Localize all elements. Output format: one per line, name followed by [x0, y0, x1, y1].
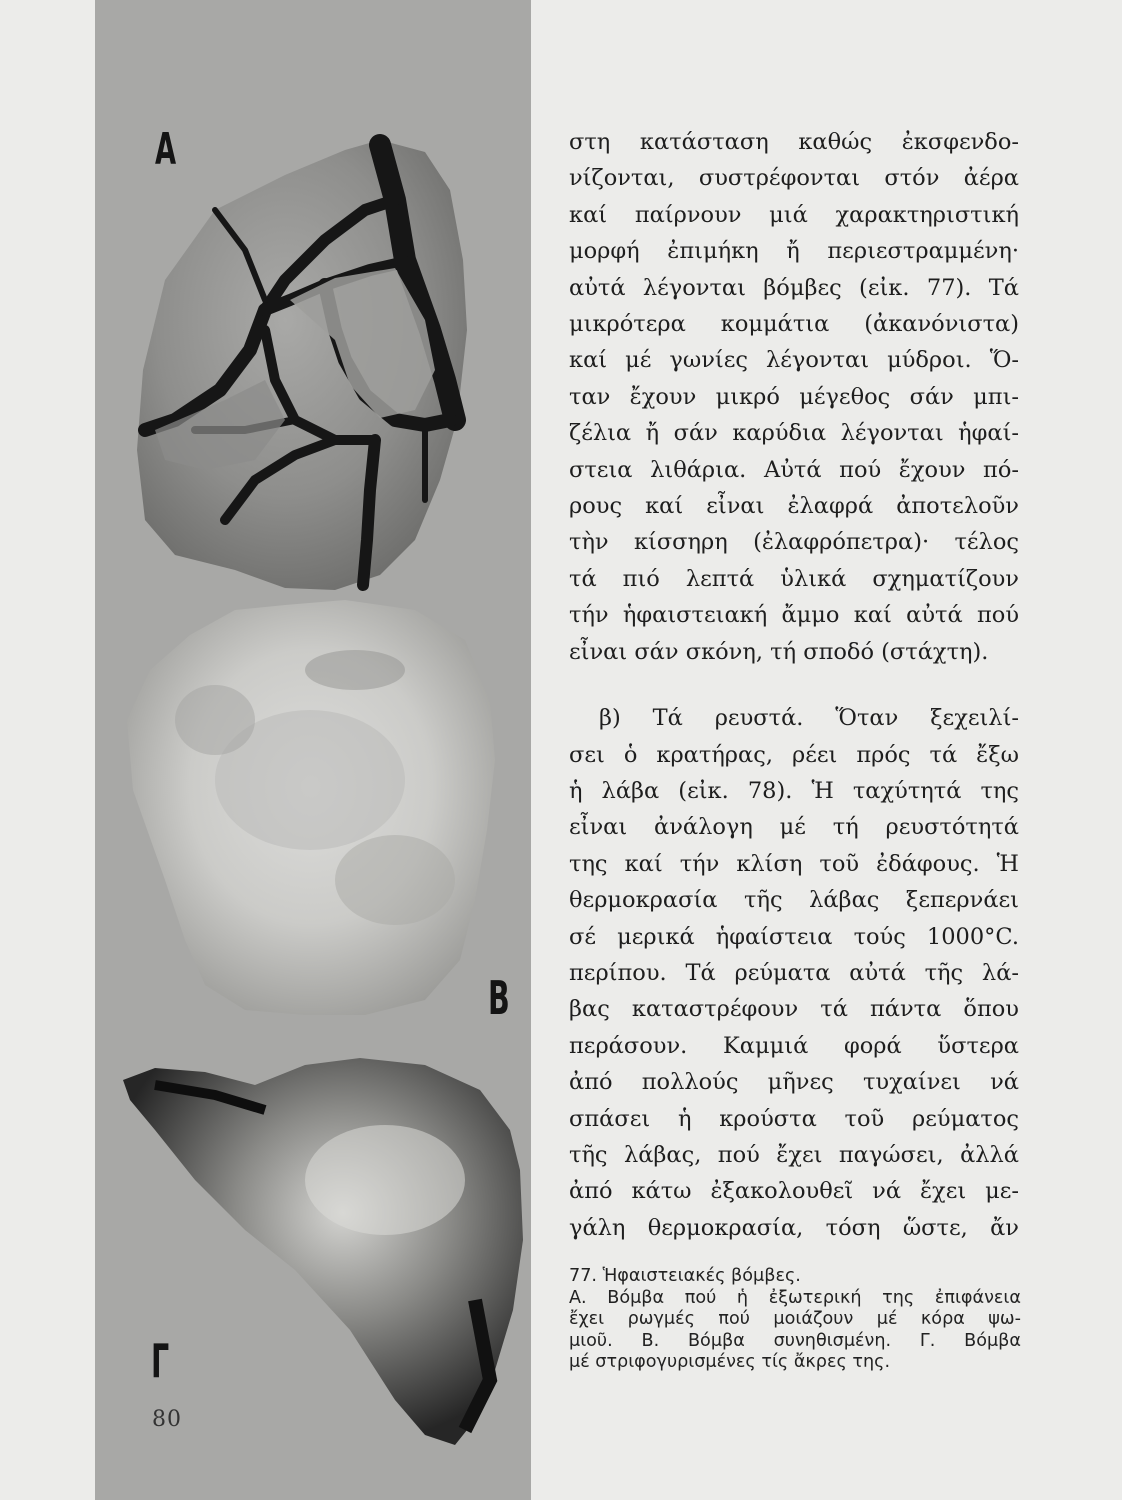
text-line: νίζονται, συστρέφονται στόν ἀέρα	[569, 165, 1019, 192]
text-line: ἡ λάβα (εἰκ. 78). Ἡ ταχύτητά της	[569, 777, 1019, 804]
text-line: περάσουν. Καμμιά φορά ὕστερα	[569, 1032, 1019, 1059]
text-line: της καί τήν κλίση τοῦ ἐδάφους. Ἡ	[569, 850, 1019, 877]
text-line: εἶναι ἀνάλογη μέ τή ρευστότητά	[569, 814, 1019, 841]
bomb-b-image	[127, 600, 495, 1015]
text-line: καί παίρνουν μιά χαρακτηριστική	[569, 201, 1019, 228]
page-number: 80	[152, 1407, 182, 1432]
caption-line: ἔχει ρωγμές πού μοιάζουν μέ κόρα ψω-	[569, 1309, 1021, 1329]
text-line: τῆς λάβας, πού ἔχει παγώσει, ἀλλά	[569, 1141, 1019, 1168]
text-line: θερμοκρασία τῆς λάβας ξεπερνάει	[569, 887, 1019, 914]
bomb-a-image	[137, 140, 467, 590]
text-line: τὴν κίσσηρη (ἐλαφρόπετρα)· τέλος	[569, 529, 1019, 556]
caption-line: Α. Βόμβα πού ἡ ἐξωτερική της ἐπιφάνεια	[569, 1287, 1021, 1308]
text-line: μικρότερα κομμάτια (ἀκανόνιστα)	[569, 311, 1019, 338]
text-line: σέ μερικά ἡφαίστεια τούς 1000°C.	[569, 923, 1019, 950]
text-line: τά πιό λεπτά ὑλικά σχηματίζουν	[569, 565, 1019, 592]
text-line: τήν ἡφαιστειακή ἄμμο καί αὐτά πού	[569, 602, 1019, 629]
paragraph-2	[569, 700, 1019, 1246]
figure-label-a: A	[155, 124, 177, 175]
text-line: βας καταστρέφουν τά πάντα ὅπου	[569, 996, 1019, 1023]
paragraph-1	[569, 124, 1019, 670]
text-line: καί μέ γωνίες λέγονται μύδροι. Ὅ-	[569, 347, 1019, 374]
text-line: ρους καί εἶναι ἐλαφρά ἀποτελοῦν	[569, 493, 1019, 520]
text-line: γάλη θερμοκρασία, τόση ὥστε, ἄν	[569, 1214, 1019, 1241]
text-line: ἀπό κάτω ἐξακολουθεῖ νά ἔχει με-	[569, 1178, 1019, 1205]
text-line: β) Τά ρευστά. Ὅταν ξεχειλί-	[599, 705, 1019, 732]
caption-title: 77. Ἡφαιστειακές βόμβες.	[569, 1266, 801, 1286]
volcanic-bombs-photo	[95, 0, 531, 1500]
text-line: μορφή ἐπιμήκη ἤ περιεστραμμένη·	[569, 238, 1019, 265]
bomb-g-image	[123, 1058, 523, 1445]
text-line: ταν ἔχουν μικρό μέγεθος σάν μπι-	[569, 383, 1019, 410]
text-line: σει ὁ κρατήρας, ρέει πρός τά ἔξω	[569, 741, 1019, 768]
text-line: ἀπό πολλούς μῆνες τυχαίνει νά	[569, 1069, 1019, 1096]
figure-caption	[569, 1266, 1021, 1374]
text-line: στεια λιθάρια. Αὐτά πού ἔχουν πό-	[569, 456, 1019, 483]
text-line: εἶναι σάν σκόνη, τή σποδό (στάχτη).	[569, 638, 989, 665]
figure-label-g: Γ	[151, 1334, 170, 1388]
body-text	[569, 124, 1019, 1246]
caption-line: μιοῦ. Β. Βόμβα συνηθισμένη. Γ. Βόμβα	[569, 1330, 1021, 1351]
text-line: περίπου. Τά ρεύματα αὐτά τῆς λά-	[569, 959, 1019, 986]
text-line: ζέλια ἤ σάν καρύδια λέγονται ἡφαί-	[569, 420, 1019, 447]
figure-plate	[95, 0, 531, 1500]
text-line: αὐτά λέγονται βόμβες (εἰκ. 77). Τά	[569, 274, 1019, 301]
paragraph-spacer	[569, 670, 1019, 700]
figure-label-b: B	[488, 971, 510, 1025]
caption-line: μέ στριφογυρισμένες τίς ἄκρες της.	[569, 1352, 891, 1372]
text-line: σπάσει ἡ κρούστα τοῦ ρεύματος	[569, 1105, 1019, 1132]
text-line: στη κατάσταση καθώς ἐκσφενδο-	[569, 129, 1019, 155]
